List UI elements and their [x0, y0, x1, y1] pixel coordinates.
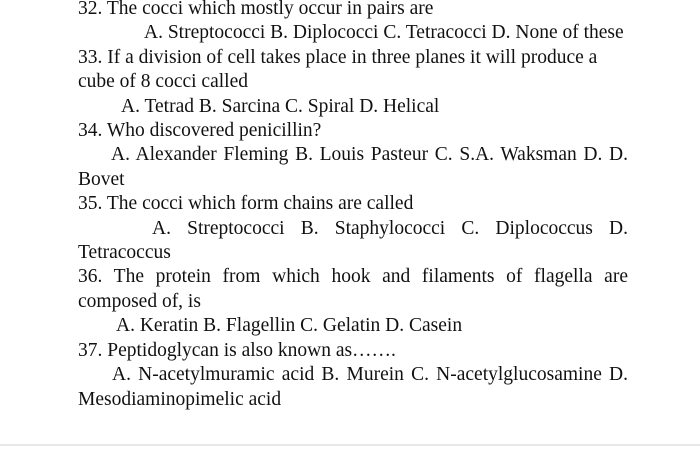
- question-37: [78, 339, 628, 412]
- answer-options: A. Streptococci B. Diplococci C. Tetracocci D. None of these: [144, 22, 624, 44]
- question-text: 35. The cocci which form chains are called: [78, 193, 414, 215]
- answer-options: A. Keratin B. Flagellin C. Gelatin D. Casein: [116, 315, 463, 337]
- question-sheet: [78, 0, 628, 412]
- answer-options: A. Streptococci B. Staphylococci C. Diplococcus D. Tetracoccus: [78, 217, 628, 264]
- page-divider: [0, 444, 700, 446]
- question-text: 32. The cocci which mostly occur in pairs are: [78, 0, 434, 19]
- answer-options: A. Alexander Fleming B. Louis Pasteur C. S.A. Waksman D. D. Bovet: [78, 144, 628, 190]
- question-32: [78, 0, 628, 46]
- question-text: 33. If a division of cell takes place in three planes it will produce a cube of 8 cocci called: [78, 46, 598, 93]
- question-34: [78, 119, 628, 192]
- question-33: [78, 46, 628, 119]
- question-35: [78, 192, 628, 265]
- answer-options: A. Tetrad B. Sarcina C. Spiral D. Helical: [121, 95, 440, 117]
- question-text: 34. Who discovered penicillin?: [78, 120, 322, 142]
- answer-options: A. N-acetylmuramic acid B. Murein C. N-acetylglucosamine D. Mesodiaminopimelic acid: [78, 364, 628, 410]
- question-text: 36. The protein from which hook and filaments of flagella are composed of, is: [78, 266, 628, 312]
- question-text: 37. Peptidoglycan is also known as…….: [78, 339, 396, 361]
- question-36: [78, 265, 628, 338]
